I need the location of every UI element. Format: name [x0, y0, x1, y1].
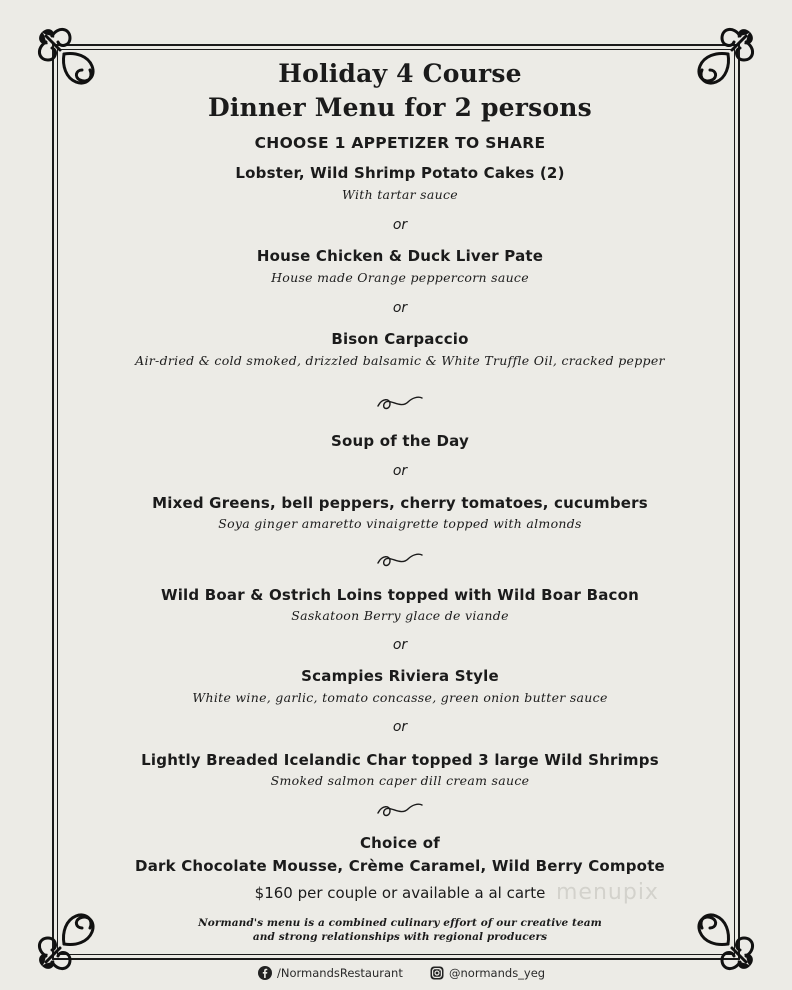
instagram-icon [430, 966, 444, 980]
footer [0, 966, 792, 988]
flourish-divider-icon [376, 551, 424, 569]
appetizer-description: With tartar sauce [342, 187, 458, 202]
appetizer-name: House Chicken & Duck Liver Pate [256, 247, 544, 265]
dessert-heading: Choice of [359, 834, 441, 852]
appetizer-name: Lobster, Wild Shrimp Potato Cakes (2) [235, 164, 565, 182]
facebook-handle: /NormandsRestaurant [277, 966, 403, 980]
appetizer-description: House made Orange peppercorn sauce [271, 270, 529, 285]
main-course-name: Wild Boar & Ostrich Loins topped with Wild Boar Bacon [160, 586, 640, 604]
watermark: menupix [556, 880, 659, 905]
instagram-handle: @normands_yeg [449, 966, 546, 980]
facebook-icon [258, 966, 272, 980]
or-separator: or [392, 463, 408, 479]
or-separator: or [392, 719, 408, 735]
or-separator: or [392, 637, 408, 653]
facebook-link[interactable] [258, 966, 403, 980]
flourish-divider-icon [376, 801, 424, 819]
menu-note: and strong relationships with regional producers [252, 931, 548, 943]
instagram-link[interactable] [430, 966, 545, 980]
appetizer-description: Air-dried & cold smoked, drizzled balsamic & White Truffle Oil, cracked pepper [135, 353, 665, 368]
menu-title-line-1: Holiday 4 Course [278, 59, 522, 88]
main-course-name: Scampies Riviera Style [301, 667, 499, 685]
salad-description: Soya ginger amaretto vinaigrette topped with almonds [218, 516, 582, 531]
main-course-description: White wine, garlic, tomato concasse, green onion butter sauce [192, 690, 608, 705]
main-course-description: Smoked salmon caper dill cream sauce [270, 773, 530, 788]
flourish-divider-icon [376, 394, 424, 412]
or-separator: or [392, 300, 408, 316]
soup-name: Soup of the Day [331, 432, 469, 450]
appetizer-heading: CHOOSE 1 APPETIZER TO SHARE [254, 134, 546, 152]
menu-note: Normand's menu is a combined culinary effort of our creative team [198, 917, 602, 929]
price: $160 per couple or available a al carte [254, 884, 546, 902]
menu-title-line-2: Dinner Menu for 2 persons [208, 93, 592, 122]
or-separator: or [392, 217, 408, 233]
main-course-description: Saskatoon Berry glace de viande [291, 608, 509, 623]
main-course-name: Lightly Breaded Icelandic Char topped 3 large Wild Shrimps [141, 751, 659, 769]
salad-name: Mixed Greens, bell peppers, cherry tomatoes, cucumbers [152, 494, 648, 512]
appetizer-name: Bison Carpaccio [331, 330, 469, 348]
dessert-items: Dark Chocolate Mousse, Crème Caramel, Wild Berry Compote [135, 857, 665, 875]
